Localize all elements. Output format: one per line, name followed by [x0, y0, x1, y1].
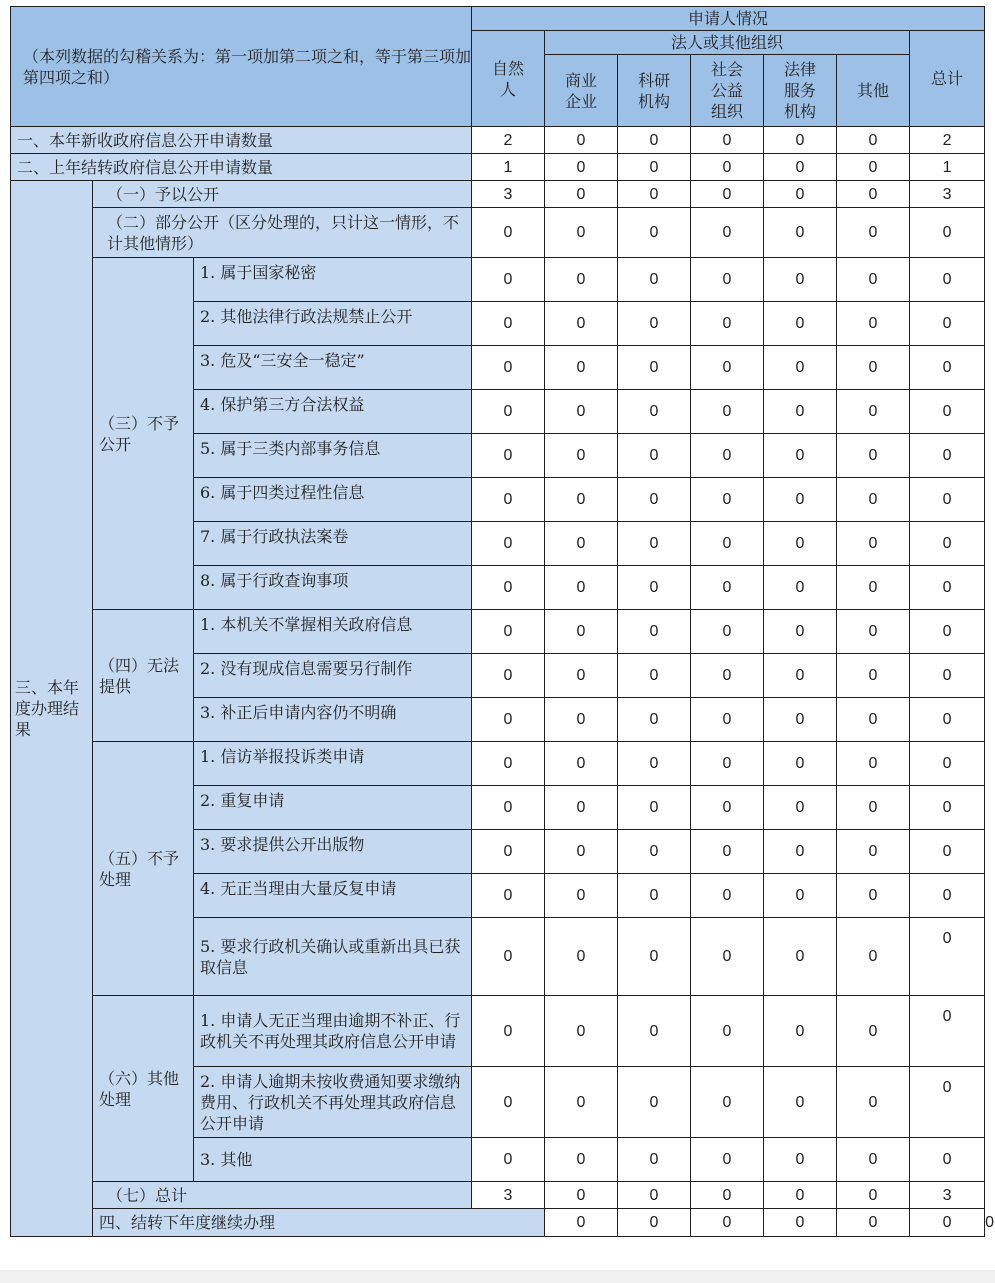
item-label: 2. 没有现成信息需要另行制作 — [194, 654, 472, 698]
value-cell: 0 — [472, 996, 545, 1067]
value-cell: 0 — [545, 127, 618, 154]
value-cell: 0 — [837, 434, 910, 478]
value-cell: 0 — [764, 390, 837, 434]
other-process-label: （六）其他处理 — [93, 996, 194, 1182]
value-cell: 0 — [472, 742, 545, 786]
value-cell: 0 — [910, 996, 985, 1067]
table-row — [11, 258, 985, 302]
item-label: 3. 补正后申请内容仍不明确 — [194, 698, 472, 742]
value-cell: 0 — [910, 610, 985, 654]
value-cell: 0 — [472, 390, 545, 434]
value-cell: 0 — [618, 786, 691, 830]
item-label: 6. 属于四类过程性信息 — [194, 478, 472, 522]
item-label: 2. 其他法律行政法规禁止公开 — [194, 302, 472, 346]
table-row — [11, 996, 985, 1067]
value-cell: 0 — [691, 654, 764, 698]
disclose-label: （一）予以公开 — [93, 181, 472, 208]
value-cell: 1 — [472, 154, 545, 181]
value-cell: 0 — [837, 478, 910, 522]
value-cell: 0 — [472, 258, 545, 302]
value-cell: 0 — [618, 1182, 691, 1209]
value-cell: 0 — [618, 127, 691, 154]
value-cell: 0 — [837, 208, 910, 258]
value-cell: 0 — [618, 918, 691, 996]
value-cell: 0 — [618, 154, 691, 181]
value-cell: 0 — [910, 786, 985, 830]
item-label: 3. 要求提供公开出版物 — [194, 830, 472, 874]
value-cell: 0 — [618, 478, 691, 522]
value-cell: 0 — [691, 522, 764, 566]
value-cell: 0 — [618, 1138, 691, 1182]
header-commercial-enterprise: 商业企业 — [545, 55, 618, 127]
value-cell: 0 — [691, 1138, 764, 1182]
value-cell: 3 — [472, 181, 545, 208]
value-cell: 3 — [472, 1182, 545, 1209]
item-label: 1. 本机关不掌握相关政府信息 — [194, 610, 472, 654]
value-cell: 0 — [472, 654, 545, 698]
value-cell: 0 — [545, 154, 618, 181]
value-cell: 0 — [618, 566, 691, 610]
value-cell: 0 — [618, 181, 691, 208]
value-cell: 0 — [837, 181, 910, 208]
value-cell: 0 — [764, 1138, 837, 1182]
value-cell: 0 — [691, 181, 764, 208]
value-cell: 0 — [910, 654, 985, 698]
value-cell: 0 — [837, 1182, 910, 1209]
value-cell: 0 — [545, 1067, 618, 1138]
value-cell: 0 — [910, 698, 985, 742]
value-cell: 0 — [472, 1067, 545, 1138]
value-cell: 0 — [764, 258, 837, 302]
not-process-label: （五）不予处理 — [93, 742, 194, 996]
value-cell: 0 — [837, 742, 910, 786]
value-cell: 0 — [764, 522, 837, 566]
section3-label: 三、本年度办理结果 — [11, 181, 93, 1237]
value-cell: 0 — [545, 610, 618, 654]
item-label: 1. 属于国家秘密 — [194, 258, 472, 302]
value-cell: 0 — [837, 698, 910, 742]
value-cell: 0 — [472, 874, 545, 918]
value-cell: 0 — [545, 1138, 618, 1182]
value-cell: 0 — [837, 154, 910, 181]
value-cell: 0 — [691, 742, 764, 786]
item-label: 7. 属于行政执法案卷 — [194, 522, 472, 566]
value-cell: 0 — [910, 208, 985, 258]
value-cell: 0 — [618, 434, 691, 478]
table-row-section1 — [11, 127, 985, 154]
value-cell: 0 — [618, 1209, 691, 1237]
value-cell: 0 — [691, 1067, 764, 1138]
value-cell: 0 — [691, 154, 764, 181]
value-cell: 0 — [545, 830, 618, 874]
value-cell: 0 — [472, 434, 545, 478]
value-cell: 0 — [910, 434, 985, 478]
value-cell: 0 — [837, 610, 910, 654]
value-cell: 0 — [837, 918, 910, 996]
value-cell: 3 — [910, 181, 985, 208]
item-label: 5. 要求行政机关确认或重新出具已获取信息 — [194, 918, 472, 996]
value-cell: 0 — [545, 258, 618, 302]
value-cell: 0 — [764, 478, 837, 522]
value-cell: 3 — [910, 1182, 985, 1209]
value-cell: 0 — [691, 1182, 764, 1209]
table-row-section4: 四、结转下年度继续办理 0 0 0 0 0 0 0 — [11, 1209, 985, 1237]
value-cell: 0 — [545, 181, 618, 208]
value-cell: 0 — [837, 830, 910, 874]
header-total: 总计 — [910, 31, 985, 127]
value-cell: 0 — [764, 610, 837, 654]
value-cell: 0 — [472, 918, 545, 996]
value-cell: 0 — [837, 1067, 910, 1138]
value-cell: 1 — [910, 154, 985, 181]
value-cell: 0 — [691, 390, 764, 434]
value-cell: 0 — [472, 698, 545, 742]
value-cell: 0 — [545, 1182, 618, 1209]
value-cell: 0 — [618, 522, 691, 566]
value-cell: 0 — [472, 610, 545, 654]
value-cell: 0 — [837, 258, 910, 302]
value-cell: 0 — [837, 127, 910, 154]
value-cell: 0 — [910, 478, 985, 522]
value-cell: 0 — [764, 302, 837, 346]
table-row-disclose — [11, 181, 985, 208]
section4-label: 四、结转下年度继续办理 — [93, 1209, 545, 1237]
value-cell: 0 — [618, 346, 691, 390]
value-cell: 0 — [691, 698, 764, 742]
value-cell: 0 — [691, 786, 764, 830]
value-cell: 0 — [545, 1209, 618, 1237]
item-label: 1. 申请人无正当理由逾期不补正、行政机关不再处理其政府信息公开申请 — [194, 996, 472, 1067]
value-cell: 0 — [837, 1209, 910, 1237]
value-cell: 0 — [764, 1209, 837, 1237]
value-cell: 0 — [837, 654, 910, 698]
value-cell: 0 — [910, 830, 985, 874]
value-cell: 0 — [545, 346, 618, 390]
unable-label: （四）无法提供 — [93, 610, 194, 742]
header-social-welfare-org: 社会公益组织 — [691, 55, 764, 127]
value-cell: 0 — [545, 522, 618, 566]
value-cell: 0 — [764, 830, 837, 874]
value-cell: 0 — [764, 1182, 837, 1209]
value-cell: 0 — [910, 258, 985, 302]
value-cell: 0 — [472, 302, 545, 346]
value-cell: 0 — [691, 208, 764, 258]
value-cell: 0 — [545, 390, 618, 434]
header-legal-persons-group: 法人或其他组织 — [545, 31, 910, 55]
value-cell: 0 — [472, 478, 545, 522]
item-label: 5. 属于三类内部事务信息 — [194, 434, 472, 478]
value-cell: 0 — [545, 654, 618, 698]
value-cell: 0 — [691, 918, 764, 996]
value-cell: 0 — [618, 742, 691, 786]
header-research-institution: 科研机构 — [618, 55, 691, 127]
item-label: 3. 危及“三安全一稳定” — [194, 346, 472, 390]
value-cell: 0 — [764, 742, 837, 786]
table-row — [11, 742, 985, 786]
value-cell: 0 — [691, 127, 764, 154]
section1-label: 一、本年新收政府信息公开申请数量 — [11, 127, 472, 154]
value-cell: 0 — [764, 346, 837, 390]
header-note: （本列数据的勾稽关系为：第一项加第二项之和，等于第三项加第四项之和） — [11, 7, 472, 127]
value-cell: 0 — [472, 1138, 545, 1182]
value-cell: 0 — [691, 566, 764, 610]
value-cell: 0 — [691, 302, 764, 346]
value-cell: 0 — [910, 522, 985, 566]
total-label: （七）总计 — [93, 1182, 472, 1209]
value-cell: 0 — [691, 346, 764, 390]
value-cell: 0 — [472, 830, 545, 874]
value-cell: 0 — [764, 698, 837, 742]
value-cell: 0 — [472, 786, 545, 830]
value-cell: 0 — [837, 786, 910, 830]
value-cell: 0 — [691, 874, 764, 918]
value-cell: 0 — [618, 996, 691, 1067]
value-cell: 0 — [910, 1138, 985, 1182]
value-cell: 0 — [910, 390, 985, 434]
value-cell: 0 — [837, 346, 910, 390]
value-cell: 0 — [618, 258, 691, 302]
value-cell: 0 — [910, 346, 985, 390]
value-cell: 0 — [545, 786, 618, 830]
value-cell: 0 — [837, 874, 910, 918]
value-cell: 0 — [618, 830, 691, 874]
value-cell: 0 — [837, 522, 910, 566]
not-disclose-label: （三）不予公开 — [93, 258, 194, 610]
value-cell: 0 — [691, 258, 764, 302]
value-cell: 0 — [764, 434, 837, 478]
item-label: 2. 申请人逾期未按收费通知要求缴纳费用、行政机关不再处理其政府信息公开申请 — [194, 1067, 472, 1138]
table-row-section2 — [11, 154, 985, 181]
value-cell: 0 — [837, 1138, 910, 1182]
value-cell: 0 — [691, 434, 764, 478]
value-cell: 0 — [545, 918, 618, 996]
value-cell: 0 — [910, 566, 985, 610]
value-cell: 0 — [910, 918, 985, 996]
value-cell: 0 — [618, 302, 691, 346]
value-cell: 0 — [910, 1209, 985, 1237]
value-cell: 0 — [545, 874, 618, 918]
value-cell: 0 — [764, 181, 837, 208]
value-cell: 0 — [618, 1067, 691, 1138]
value-cell: 0 — [910, 302, 985, 346]
value-cell: 0 — [691, 1209, 764, 1237]
value-cell: 0 — [545, 566, 618, 610]
value-cell: 0 — [764, 154, 837, 181]
value-cell: 0 — [764, 996, 837, 1067]
value-cell: 0 — [618, 208, 691, 258]
value-cell: 0 — [837, 302, 910, 346]
item-label: 8. 属于行政查询事项 — [194, 566, 472, 610]
section2-label: 二、上年结转政府信息公开申请数量 — [11, 154, 472, 181]
value-cell: 0 — [618, 874, 691, 918]
value-cell: 0 — [691, 610, 764, 654]
item-label: 3. 其他 — [194, 1138, 472, 1182]
value-cell: 0 — [837, 566, 910, 610]
value-cell: 0 — [618, 654, 691, 698]
value-cell: 0 — [764, 1067, 837, 1138]
value-cell: 0 — [545, 742, 618, 786]
info-disclosure-table — [10, 6, 994, 1237]
value-cell: 2 — [472, 127, 545, 154]
value-cell: 0 — [691, 830, 764, 874]
value-cell: 0 — [764, 918, 837, 996]
value-cell: 0 — [910, 874, 985, 918]
value-cell: 0 — [837, 996, 910, 1067]
value-cell: 0 — [472, 566, 545, 610]
value-cell: 0 — [545, 698, 618, 742]
value-cell: 0 — [545, 208, 618, 258]
value-cell: 0 — [618, 610, 691, 654]
table-row — [11, 610, 985, 654]
item-label: 4. 无正当理由大量反复申请 — [194, 874, 472, 918]
item-label: 4. 保护第三方合法权益 — [194, 390, 472, 434]
value-cell: 0 — [910, 742, 985, 786]
value-cell: 0 — [764, 208, 837, 258]
value-cell: 0 — [764, 786, 837, 830]
value-cell: 0 — [472, 208, 545, 258]
header-applicant-situation: 申请人情况 — [472, 7, 985, 31]
value-cell: 0 — [764, 654, 837, 698]
item-label: 2. 重复申请 — [194, 786, 472, 830]
value-cell: 0 — [691, 996, 764, 1067]
info-disclosure-table-wrapper — [10, 6, 994, 1237]
value-cell: 0 — [910, 1067, 985, 1138]
partial-label: （二）部分公开（区分处理的，只计这一情形，不计其他情形） — [93, 208, 472, 258]
value-cell: 0 — [618, 390, 691, 434]
table-row-partial — [11, 208, 985, 258]
header-legal-service-org: 法律服务机构 — [764, 55, 837, 127]
value-cell: 0 — [618, 698, 691, 742]
value-cell: 2 — [910, 127, 985, 154]
value-cell: 0 — [764, 874, 837, 918]
value-cell: 0 — [837, 390, 910, 434]
value-cell: 0 — [764, 566, 837, 610]
value-cell: 0 — [545, 996, 618, 1067]
value-cell: 0 — [545, 302, 618, 346]
value-cell: 0 — [472, 522, 545, 566]
value-cell: 0 — [691, 478, 764, 522]
value-cell: 0 — [764, 127, 837, 154]
value-cell: 0 — [545, 434, 618, 478]
header-other: 其他 — [837, 55, 910, 127]
value-cell: 0 — [472, 346, 545, 390]
value-cell: 0 — [545, 478, 618, 522]
bottom-strip — [0, 1270, 995, 1283]
item-label: 1. 信访举报投诉类申请 — [194, 742, 472, 786]
table-row-total — [11, 1182, 985, 1209]
header-natural-person: 自然人 — [472, 31, 545, 127]
